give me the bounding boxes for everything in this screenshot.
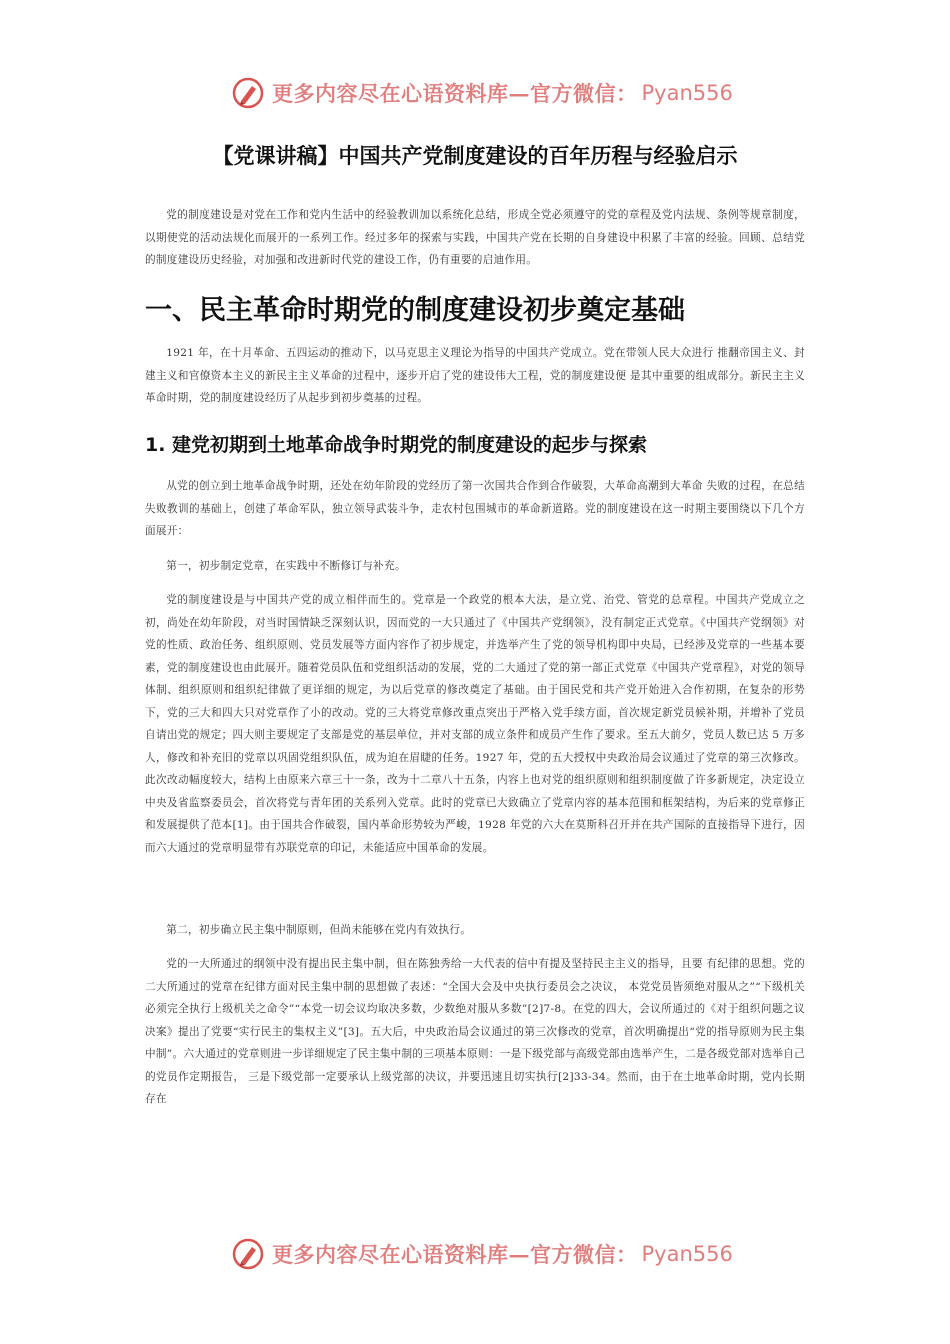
banner-wechat-id: Pyan556 (641, 81, 733, 105)
intro-paragraph: 党的制度建设是对党在工作和党内生活中的经验教训加以系统化总结，形成全党必须遵守的党的章程及党内法规、条例等规章制度，以期使党的活动法规化而展开的一系列工作。经过多年的探索与实践，中国共产党在长期的自身建设中积累了丰富的经验。回顾、总结党的制度建设历史经验，对加强和改进新时代党的建设工作，仍有重要的启迪作用。 (145, 209, 805, 266)
section-1-1-heading: 1. 建党初期到土地革命战争时期党的制度建设的起步与探索 (145, 434, 648, 456)
second-point: 第二，初步确立民主集中制原则，但尚未能够在党内有效执行。 (166, 924, 472, 936)
pen-logo-icon (232, 1238, 264, 1270)
first-point: 第一，初步制定党章，在实践中不断修订与补充。 (166, 560, 406, 572)
footer-banner (232, 1237, 732, 1271)
second-point-body: 党的一大所通过的纲领中没有提出民主集中制，但在陈独秀给一大代表的信中有提及坚持民主主义的指导，且要 有纪律的思想。党的二大所通过的党章在纪律方面对民主集中制的思想做了表述：“全国大会及中央执行委员会之决议， 本党党员皆须绝对服从之”“下级机关必须完全执行上级机关之命令”“本党一切会议均取决多数，少数绝对服从多数”[2]7-8。在党的四大，会议所通过的《对于组织问题之议决案》提出了党要“实行民主的集权主义”[3]。五大后，中央政治局会议通过的第三次修改的党章，首次明确提出“党的指导原则为民主集中制”。六大通过的党章则进一步详细规定了民主集中制的三项基本原则：一是下级党部与高级党部由选举产生，二是各级党部对选举自己的党员作定期报告， 三是下级党部一定要承认上级党部的决议，并要迅速且切实执行[2]33-34。然而，由于在土地革命时期，党内长期存在 (145, 958, 805, 1105)
banner-text: 更多内容尽在心语资料库—官方微信： (272, 81, 638, 106)
document-title: 【党课讲稿】中国共产党制度建设的百年历程与经验启示 (212, 144, 738, 168)
header-banner (232, 76, 732, 110)
section-1-heading: 一、民主革命时期党的制度建设初步奠定基础 (145, 295, 685, 326)
banner-wechat-id: Pyan556 (641, 1242, 733, 1266)
first-point-body: 党的制度建设是与中国共产党的成立相伴而生的。党章是一个政党的根本大法，是立党、治党、管党的总章程。中国共产党成立之初，尚处在幼年阶段，对当时国情缺乏深刻认识，因而党的一大只通过了《中国共产党纲领》，没有制定正式党章。《中国共产党纲领》对党的性质、政治任务、组织原则、党员发展等方面内容作了初步规定，并选举产生了党的领导机构即中央局，已经涉及党章的一些基本要素，党的制度建设也由此展开。随着党员队伍和党组织活动的发展，党的二大通过了党的第一部正式党章《中国共产党章程》，对党的领导体制、组织原则和组织纪律做了更详细的规定，为以后党章的修改奠定了基础。由于国民党和共产党开始进入合作初期，在复杂的形势下，党的三大和四大只对党章作了小的改动。党的三大将党章修改重点突出于严格入党手续方面，首次规定新党员候补期，并增补了党员自请出党的规定；四大则主要规定了支部是党的基层单位，并对支部的成立条件和成员产生作了要求。至五大前夕，党员人数已达 5 万多人，修改和补充旧的党章以巩固党组织队伍，成为迫在眉睫的任务。1927 年，党的五大授权中央政治局会议通过了党章的第三次修改。此次改动幅度较大，结构上由原来六章三十一条，改为十二章八十五条，内容上也对党的组织原则和组织制度做了许多新规定，决定设立中央及省监察委员会，首次将党与青年团的关系列入党章。此时的党章已大致确立了党章内容的基本范围和框架结构，为后来的党章修正和发展提供了范本[1]。由于国共合作破裂，国内革命形势较为严峻，1928 年党的六大在莫斯科召开并在共产国际的直接指导下进行，因而六大通过的党章明显带有苏联党章的印记，未能适应中国革命的发展。 (145, 594, 805, 854)
banner-text: 更多内容尽在心语资料库—官方微信： (272, 1242, 638, 1267)
section-1-1-paragraph: 从党的创立到土地革命战争时期，还处在幼年阶段的党经历了第一次国共合作到合作破裂，大革命高潮到大革命 失败的过程，在总结失败教训的基础上，创建了革命军队，独立领导武装斗争，走农村包围城市的革命新道路。党的制度建设在这一时期主要围绕以下几个方面展开： (145, 480, 805, 537)
pen-logo-icon (232, 77, 264, 109)
section-1-paragraph: 1921 年，在十月革命、五四运动的推动下，以马克思主义理论为指导的中国共产党成立。党在带领人民大众进行 推翻帝国主义、封建主义和官僚资本主义的新民主主义革命的过程中，逐步开启了党的建设伟大工程，党的制度建设便 是其中重要的组成部分。新民主主义革命时期，党的制度建设经历了从起步到初步奠基的过程。 (145, 347, 805, 404)
